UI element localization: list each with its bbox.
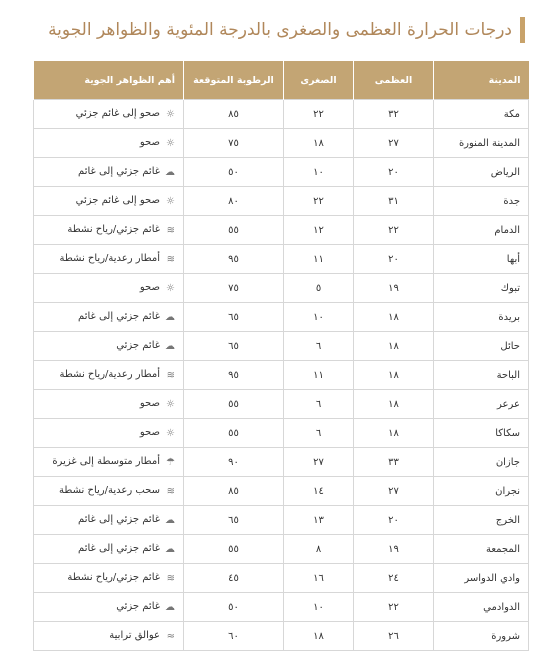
cell-max: ٢٠ [354,245,434,274]
table-row [34,245,529,274]
cell-city: سكاكا [434,419,529,448]
cell-max: ٢٦ [354,622,434,651]
cell-humidity: ٧٥ [184,274,284,303]
title-row [20,17,525,43]
cell-min: ١٠ [284,158,354,187]
cloud-sun-icon: ☁ [165,602,175,613]
cell-max: ١٨ [354,390,434,419]
table-row [34,158,529,187]
cell-max: ١٨ [354,332,434,361]
cell-phenomena [34,158,184,187]
table-row [34,129,529,158]
cell-city: بريدة [434,303,529,332]
cell-max: ٢٧ [354,129,434,158]
cell-city: المدينة المنورة [434,129,529,158]
sun-cloud-icon: ☼ [166,196,175,207]
phenomena-text: أمطار رعدية/رياح نشطة [59,253,160,264]
cell-max: ٣١ [354,187,434,216]
phenomena-text: أمطار رعدية/رياح نشطة [59,369,160,380]
table-row [34,477,529,506]
cell-humidity: ٥٥ [184,419,284,448]
cloud-icon: ☁ [165,544,175,555]
cell-city: جازان [434,448,529,477]
cloud-icon: ☁ [165,312,175,323]
weather-table [33,61,529,651]
cell-min: ١١ [284,245,354,274]
cloud-icon: ☁ [165,167,175,178]
cell-max: ١٨ [354,361,434,390]
sun-icon: ☼ [166,399,175,410]
title-accent-bar [520,17,525,43]
phenomena-text: غائم جزئي/رياح نشطة [67,224,160,235]
cell-humidity: ٩٥ [184,361,284,390]
wind-icon: ≋ [166,225,175,236]
phenomena-text: صحو [139,137,160,148]
cell-city: أبها [434,245,529,274]
cell-city: نجران [434,477,529,506]
cell-max: ٢٤ [354,564,434,593]
phenomena-text: غائم جزئي/رياح نشطة [67,572,160,583]
table-header-row [34,61,529,100]
cell-phenomena [34,593,184,622]
cloud-sun-icon: ☁ [165,341,175,352]
cell-min: ١٣ [284,506,354,535]
phenomena-text: أمطار متوسطة إلى غزيرة [52,456,160,467]
cell-phenomena [34,332,184,361]
sun-icon: ☼ [166,283,175,294]
table-row [34,100,529,129]
wind-icon: ≋ [166,573,175,584]
cell-min: ١٦ [284,564,354,593]
cell-humidity: ٥٠ [184,593,284,622]
table-row [34,448,529,477]
header-city: المدينة [434,61,529,100]
cell-humidity: ٥٠ [184,158,284,187]
cell-min: ١٢ [284,216,354,245]
sun-icon: ☼ [166,138,175,149]
phenomena-text: غائم جزئي [116,601,160,612]
sun-cloud-icon: ☼ [166,109,175,120]
cell-city: حائل [434,332,529,361]
cell-city: المجمعة [434,535,529,564]
header-max: العظمى [354,61,434,100]
cell-min: ٨ [284,535,354,564]
rain-icon: ☂ [166,457,175,468]
table-row [34,361,529,390]
phenomena-text: غائم جزئي إلى غائم [78,311,160,322]
phenomena-text: صحو إلى غائم جزئي [75,195,160,206]
phenomena-text: صحو [139,282,160,293]
table-row [34,274,529,303]
cell-min: ١٠ [284,303,354,332]
cell-max: ٢٧ [354,477,434,506]
cell-phenomena [34,535,184,564]
cell-max: ١٨ [354,303,434,332]
page-title: درجات الحرارة العظمى والصغرى بالدرجة المئوية والظواهر الجوية [48,20,512,40]
phenomena-text: عوالق ترابية [109,630,160,641]
cell-max: ١٩ [354,274,434,303]
cell-city: عرعر [434,390,529,419]
cell-phenomena [34,564,184,593]
cell-max: ٢٠ [354,158,434,187]
cell-phenomena [34,477,184,506]
cell-min: ٥ [284,274,354,303]
cell-min: ١٨ [284,129,354,158]
cell-city: الباحة [434,361,529,390]
cell-city: الرياض [434,158,529,187]
phenomena-text: سحب رعدية/رياح نشطة [59,485,160,496]
cell-phenomena [34,216,184,245]
phenomena-text: غائم جزئي إلى غائم [78,543,160,554]
cell-min: ١٠ [284,593,354,622]
table-row [34,187,529,216]
table-row [34,593,529,622]
cell-phenomena [34,245,184,274]
cell-humidity: ٦٥ [184,332,284,361]
phenomena-text: غائم جزئي إلى غائم [78,514,160,525]
cell-phenomena [34,187,184,216]
cell-humidity: ٩٠ [184,448,284,477]
cell-max: ٢٢ [354,216,434,245]
cell-min: ٦ [284,332,354,361]
table-row [34,216,529,245]
phenomena-text: صحو [139,427,160,438]
cell-phenomena [34,100,184,129]
cell-humidity: ٨٠ [184,187,284,216]
header-humidity: الرطوبة المتوقعة [184,61,284,100]
cell-humidity: ٥٥ [184,535,284,564]
cell-humidity: ٨٥ [184,477,284,506]
cell-min: ٦ [284,419,354,448]
cell-city: مكة [434,100,529,129]
table-row [34,303,529,332]
table-row [34,622,529,651]
cell-humidity: ٦٥ [184,506,284,535]
cell-min: ٢٢ [284,187,354,216]
cell-humidity: ٥٥ [184,390,284,419]
cell-city: الدمام [434,216,529,245]
sun-icon: ☼ [166,428,175,439]
table-row [34,564,529,593]
cell-phenomena [34,448,184,477]
cell-phenomena [34,419,184,448]
cell-min: ٢٧ [284,448,354,477]
cell-city: الخرج [434,506,529,535]
cell-max: ١٨ [354,419,434,448]
cell-humidity: ٦٠ [184,622,284,651]
cell-humidity: ٩٥ [184,245,284,274]
cell-max: ٢٢ [354,593,434,622]
cell-phenomena [34,390,184,419]
cell-phenomena [34,361,184,390]
table-row [34,419,529,448]
cell-max: ٢٠ [354,506,434,535]
cell-max: ٣٢ [354,100,434,129]
cell-city: شرورة [434,622,529,651]
wind-icon: ≋ [166,486,175,497]
cell-humidity: ٦٥ [184,303,284,332]
cell-min: ١٨ [284,622,354,651]
cell-city: وادي الدواسر [434,564,529,593]
table-row [34,332,529,361]
phenomena-text: صحو [139,398,160,409]
cell-max: ٣٣ [354,448,434,477]
cell-humidity: ٧٥ [184,129,284,158]
cell-min: ١١ [284,361,354,390]
table-row [34,535,529,564]
cell-phenomena [34,622,184,651]
table-row [34,506,529,535]
cell-city: الدوادمي [434,593,529,622]
cell-humidity: ٨٥ [184,100,284,129]
table-row [34,390,529,419]
phenomena-text: غائم جزئي [116,340,160,351]
phenomena-text: صحو إلى غائم جزئي [75,108,160,119]
cloud-icon: ☁ [165,515,175,526]
wind-icon: ≋ [166,254,175,265]
cell-phenomena [34,274,184,303]
dust-icon: ≈ [166,631,175,642]
cell-city: جدة [434,187,529,216]
wind-icon: ≋ [166,370,175,381]
cell-phenomena [34,129,184,158]
cell-city: تبوك [434,274,529,303]
cell-humidity: ٤٥ [184,564,284,593]
cell-phenomena [34,303,184,332]
header-phenomena: أهم الظواهر الجوية [34,61,184,100]
cell-min: ٦ [284,390,354,419]
table-body [34,100,529,651]
cell-max: ١٩ [354,535,434,564]
cell-phenomena [34,506,184,535]
cell-min: ٢٢ [284,100,354,129]
header-min: الصغرى [284,61,354,100]
phenomena-text: غائم جزئي إلى غائم [78,166,160,177]
cell-min: ١٤ [284,477,354,506]
cell-humidity: ٥٥ [184,216,284,245]
